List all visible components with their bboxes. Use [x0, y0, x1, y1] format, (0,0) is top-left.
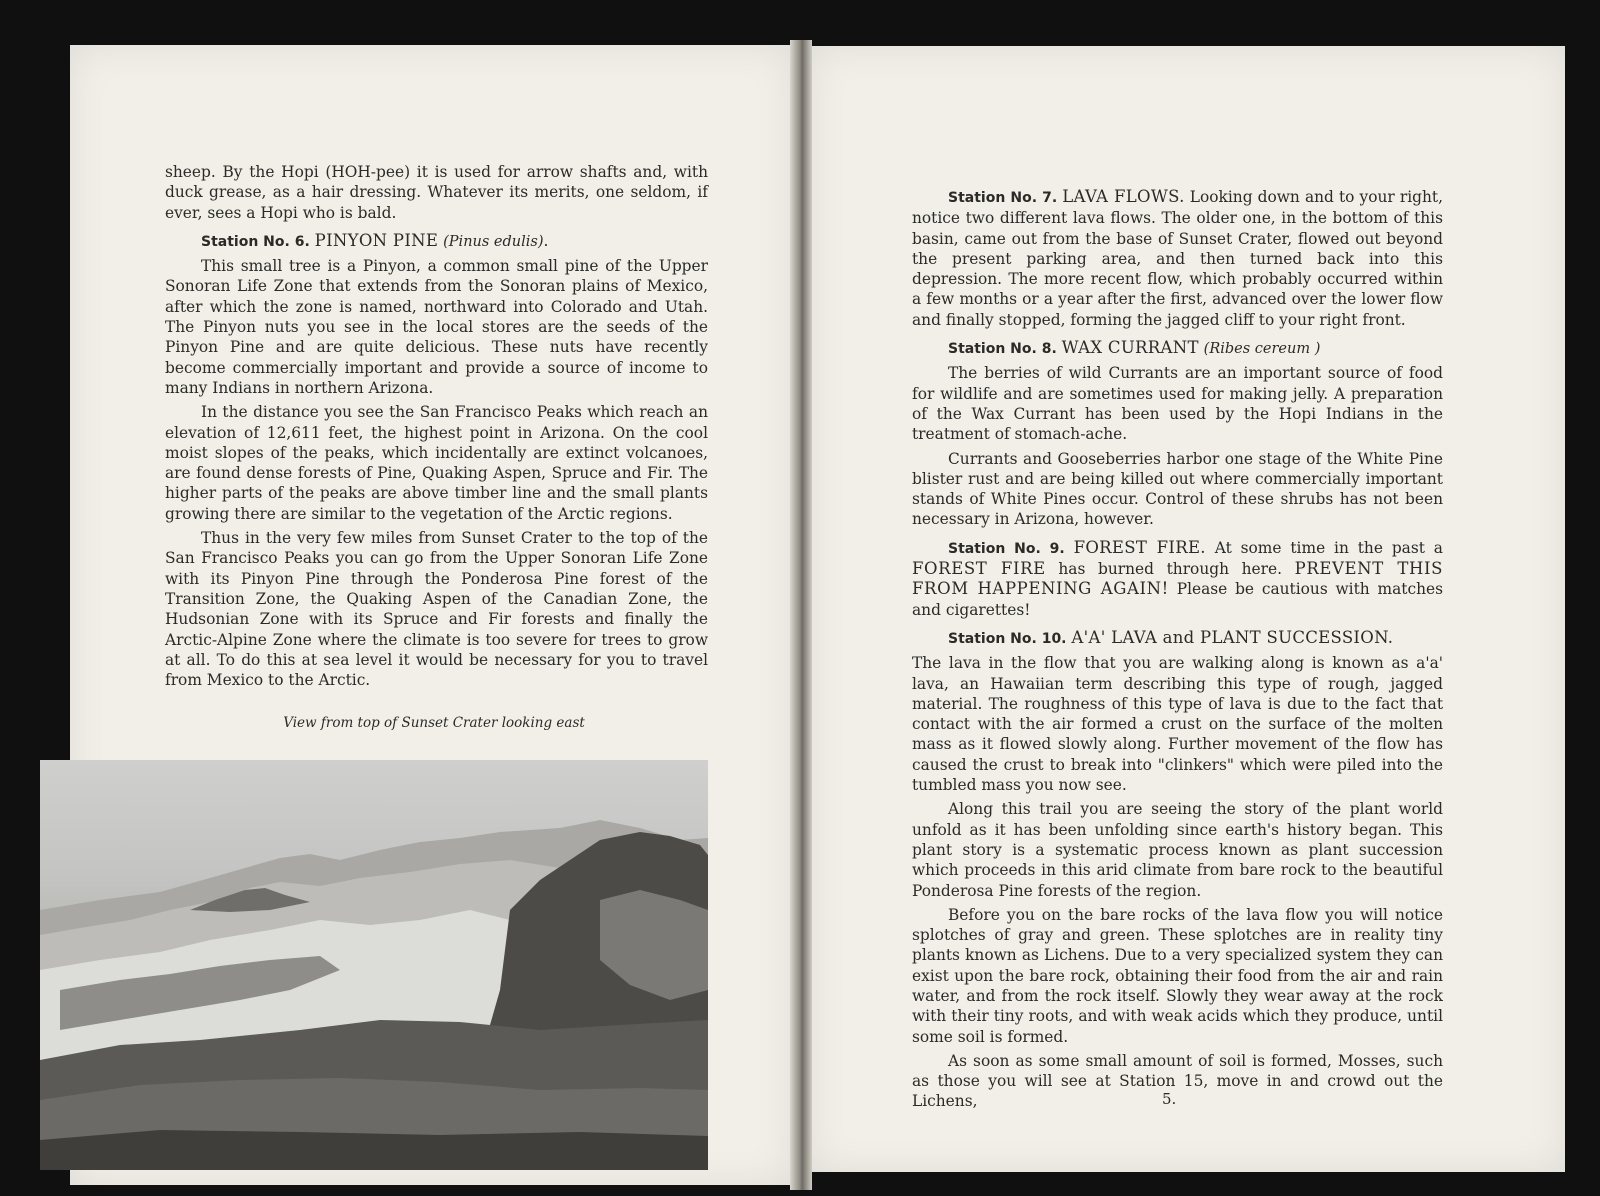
station-6-period: . [543, 231, 549, 250]
station-7-text: Looking down and to your right, notice two different lava flows. The older one, in the bottom of this basin, came out from the base of Sunset Crater, flowed out beyond the present parking area, and then turned back into this depression. The more recent flow, which probably occurred within a few months or a year after the first, advanced over the lower flow and finally stopped, forming the jagged cliff to your right front. [912, 188, 1443, 329]
station-9-title: FOREST FIRE. [1073, 537, 1206, 557]
photo-caption: View from top of Sunset Crater looking east [283, 715, 585, 731]
station-8-heading [912, 338, 1443, 359]
zones-paragraph: Thus in the very few miles from Sunset Crater to the top of the San Francisco Peaks you can go from the Upper Sonoran Life Zone with its Pinyon Pine through the Ponderosa Pine forest of the Transition Zone, the Quaking Aspen of the Canadian Zone, the Hudsonian Zone with its Spruce and Fir forests and finally the Arctic-Alpine Zone where the climate is too severe for trees to grow at all. To do this at sea level it would be necessary for you to travel from Mexico to the Arctic. [165, 529, 708, 690]
station-6-title: PINYON PINE [314, 230, 439, 250]
station-6-label: Station No. 6. [201, 233, 310, 250]
station-10-title: A'A' LAVA and PLANT SUCCESSION. [1071, 627, 1394, 647]
station-6-heading [165, 231, 708, 252]
station-7-paragraph [912, 187, 1443, 330]
station-9-paragraph [912, 538, 1443, 620]
intro-paragraph: sheep. By the Hopi (HOH-pee) it is used for arrow shafts and, with duck grease, as a hair dressing. Whatever its merits, one seldom, if ever, sees a Hopi who is bald. [165, 163, 708, 222]
station-8-latin: (Ribes cereum ) [1203, 341, 1321, 358]
currant-paragraph-1: The berries of wild Currants are an important source of food for wildlife and are sometimes used for making jelly. A preparation of the Wax Currant has been used by the Hopi Indians in the treatment of stomach-ache. [912, 364, 1443, 444]
station-10-heading [912, 628, 1443, 649]
lichens-paragraph: Before you on the bare rocks of the lava flow you will notice splotches of gray and green. These splotches are in reality tiny plants known as Lichens. Due to a very specialized system they can exist upon the bare rock, obtaining their food from the air and rain water, and from the rock itself. Slowly they wear away at the rock with their tiny roots, and with weak acids which they produce, until some soil is formed. [912, 905, 1443, 1046]
station-10-label: Station No. 10. [948, 630, 1067, 647]
mosses-paragraph: As soon as some small amount of soil is formed, Mosses, such as those you will see at Station 15, move in and crowd out the Lichens, [912, 1051, 1443, 1111]
station-7-label: Station No. 7. [948, 190, 1058, 206]
left-text-column [165, 162, 708, 694]
currant-paragraph-2: Currants and Gooseberries harbor one stage of the White Pine blister rust and are being killed out where commercially important stands of White Pines occur. Control of these shrubs has not been necessary in Arizona, however. [912, 449, 1443, 529]
station-9-text-3: Please be cautious with matches and cigarettes! [912, 580, 1443, 619]
station-6-latin: (Pinus edulis) [443, 233, 544, 250]
pinyon-paragraph: This small tree is a Pinyon, a common small pine of the Upper Sonoran Life Zone that extends from the Sonoran plains of Mexico, after which the zone is named, northward into Colorado and Utah. The Pinyon nuts you see in the local stores are the seeds of the Pinyon Pine and are quite delicious. These nuts have recently become commercially important and provide a source of income to many Indians in northern Arizona. [165, 257, 708, 397]
station-8-title: WAX CURRANT [1061, 338, 1199, 358]
book-spine [790, 40, 812, 1190]
photo-drawing [40, 760, 708, 1170]
landscape-photo [40, 760, 708, 1170]
station-9-caps-2: PREVENT THIS FROM HAPPENING AGAIN! [912, 559, 1443, 599]
station-9-text-1: At some time in the past a [1214, 538, 1443, 557]
station-9-text-2: has burned through here. [1058, 560, 1282, 579]
page-number: 5. [1162, 1090, 1177, 1108]
station-8-label: Station No. 8. [948, 341, 1057, 358]
right-text-column [912, 187, 1443, 1116]
station-9-label: Station No. 9. [948, 540, 1065, 557]
station-7-title: LAVA FLOWS. [1062, 187, 1185, 206]
peaks-paragraph: In the distance you see the San Francisco Peaks which reach an elevation of 12,611 feet, the highest point in Arizona. On the cool moist slopes of the peaks, which incidentally are extinct volcanoes, are found dense forests of Pine, Quaking Aspen, Spruce and Fir. The higher parts of the peaks are above timber line and the small plants growing there are similar to the vegetation of the Arctic regions. [165, 403, 708, 523]
aa-lava-paragraph: The lava in the flow that you are walking along is known as a'a' lava, an Hawaiian term describing this type of rough, jagged material. The roughness of this type of lava is due to the fact that contact with the air formed a crust on the surface of the molten mass as it flowed slowly along. Further movement of the flow has caused the crust to break into "clinkers" which were piled into the tumbled mass you now see. [912, 654, 1443, 795]
succession-paragraph: Along this trail you are seeing the story of the plant world unfold as it has been unfolding since earth's history began. This plant story is a systematic process known as plant succession which proceeds in this arid climate from bare rock to the beautiful Ponderosa Pine forests of the region. [912, 800, 1443, 900]
station-9-caps-1: FOREST FIRE [912, 559, 1046, 579]
